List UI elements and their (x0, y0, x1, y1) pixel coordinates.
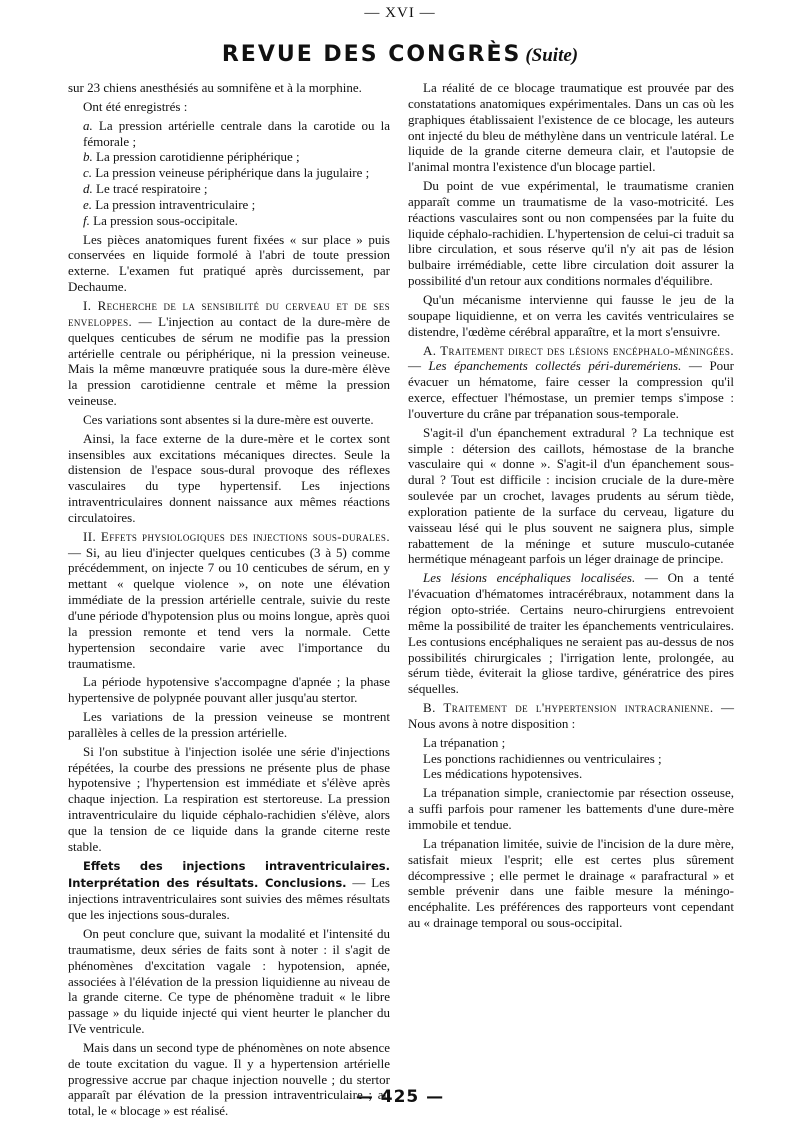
section-paragraph (68, 529, 390, 672)
section-text: — Pour évacuer un hématome, faire cesser la compression qu'il exerce, effectuer l'hémostase, un premier temps s'impose : l'ouverture du crâne par trépanation sous-temporale. (408, 358, 735, 421)
paragraph: Si l'on substitue à l'injection isolée une série d'injections répétées, la courbe des pressions ne présente plus de phase hypotensive ; l'hypertension est immédiate et s'élève après chaque injection. La respiration est stertoreuse. La pression intraventriculaire du liquide céphalo-rachidien s'élève, alors que la tension de ce liquide dans la grande citerne reste stable. (68, 743, 390, 854)
list-item: La trépanation ; (423, 734, 506, 750)
section-paragraph (68, 298, 390, 409)
list-letter: e. (83, 196, 93, 212)
list-text: La pression sous-occipitale. (93, 212, 238, 228)
paragraph: La réalité de ce blocage traumatique est prouvée par des constatations anatomiques expérimentales. Dans un cas où les graphiques établissaient l'existence de ce blocage, les auteurs ont injecté du bleu de méthylène dans un ventricule latéral. Le liquide de la grande citerne demeura clair, et l'autopsie de l'animal montra l'existence d'un blocage partiel. (408, 80, 734, 175)
list-item (68, 181, 390, 197)
list-text: La pression intraventriculaire ; (95, 196, 256, 212)
section-paragraph (408, 570, 734, 697)
paragraph: sur 23 chiens anesthésiés au somnifène et à la morphine. (68, 80, 362, 95)
paragraph: Les pièces anatomiques furent fixées « sur place » puis conservées en liquide formolé à l'abri de toute pression externe. L'examen fut pratiqué après durcissement, par Dechaume. (68, 231, 390, 295)
section-paragraph (68, 858, 390, 923)
list-item (68, 118, 390, 150)
list-text: La pression carotidienne périphérique ; (96, 149, 300, 165)
section-text: — L'injection au contact de la dure-mère de quelques centicubes de sérum ne modifie pas la pression artérielle centrale ou périphérique, ni la pression veineuse. Mais la même manœuvre pratiquée sous la dure-mère élève la pression carotidienne centrale et même la pression veineuse. (68, 313, 390, 409)
right-column (408, 80, 734, 1090)
list-item (68, 165, 390, 181)
list-item (68, 197, 390, 213)
section-text: — On a tenté l'évacuation d'hématomes intracérébraux, notamment dans la région opto-striée. Certains neuro-chirurgiens entrevoient même la possibilité de traiter les épanchements ventriculaires. Les contusions encéphaliques ne seraient pas au-dessus de nos possibilités chirurgicales ; l'irrigation lente, prolongée, au sérum tiède, éviterait la gliose tardive, génératrice des pires séquelles. (408, 570, 734, 697)
section-heading: Effets des injections intraventriculaires. Interprétation des résultats. Conclusions. (68, 858, 390, 890)
section-paragraph (408, 700, 734, 732)
roman-page-number: — XVI — (364, 5, 436, 21)
list-item (68, 149, 390, 165)
section-heading: I. Recherche de la sensibilité du cerveau et de ses enveloppes. (68, 297, 390, 329)
running-title (0, 42, 800, 67)
list-item: Les médications hypotensives. (423, 766, 583, 782)
list-item: Les ponctions rachidiennes ou ventriculaires ; (423, 750, 662, 766)
page-number: — 425 — (355, 1087, 445, 1107)
list-letter: b. (83, 149, 93, 165)
list-letter: c. (83, 165, 93, 181)
list-letter: f. (83, 212, 90, 228)
list-letter: a. (83, 117, 93, 133)
paragraph: Mais dans un second type de phénomènes on note absence de toute excitation du vague. Il y a hypertension artérielle progressive accrue par chaque injection nouvelle ; du stertor apparaît par élévation de la pression intraventriculaire ; au total, le « blocage » est réalisé. (68, 1039, 390, 1119)
list-item (68, 213, 390, 229)
journal-title-suffix: (Suite) (525, 45, 579, 66)
paragraph: Du point de vue expérimental, le traumatisme cranien apparaît comme un traumatisme de la vaso-motricité. Les réactions vasculaires sont ou non compensées par la fuite du liquide céphalo-rachidien. L'hypertension de celui-ci traduit sa libre circulation, et sous réserve qu'il n'y ait pas de lésion bulbaire irrémédiable, cette libre circulation doit assurer la possibilité d'un retour aux conditions normales d'équilibre. (408, 178, 734, 289)
paragraph: Qu'un mécanisme intervienne qui fausse le jeu de la soupape liquidienne, et on verra les cavités ventriculaires se distendre, l'œdème cérébral apparaître, et la mort s'ensuivre. (408, 291, 734, 339)
left-column (68, 80, 390, 1119)
paragraph: Ont été enregistrés : (83, 98, 188, 114)
paragraph: La trépanation limitée, suivie de l'incision de la dure mère, satisfait mieux l'esprit; elle est certes plus sûrement décompressive ; elle permet le drainage « parafractural » et semble prévenir dans une faible mesure la méningo-encéphalite. Les préférences des rapporteurs vont cependant au « drainage temporal ou sous-occipital. (408, 835, 734, 931)
section-heading: B. Traitement de l'hypertension intracranienne. (423, 700, 714, 716)
list-text: La pression veineuse périphérique dans la jugulaire ; (95, 165, 370, 181)
section-text: — Nous avons à notre disposition : (408, 700, 734, 731)
list-text: Le tracé respiratoire ; (96, 181, 208, 197)
section-subheading: Les épanchements collectés péri-duremériens. (428, 358, 682, 374)
list-letter: d. (83, 181, 93, 197)
journal-title: REVUE DES CONGRÈS (221, 42, 522, 67)
paragraph: Ainsi, la face externe de la dure-mère et le cortex sont insensibles aux excitations mécaniques directes. Seule la distension de l'espace sous-dural provoque des réflexes vasculaires du type hypertensif. Les injections intraventriculaires donnent naissance aux mêmes réactions circulatoires. (68, 430, 390, 525)
section-text: — Si, au lieu d'injecter quelques centicubes (3 à 5) comme précédemment, on injecte 7 ou 10 centicubes de sérum, en y mettant « quelque violence », on note une élévation immédiate de la pression artérielle centrale, suivie du reste d'une période d'hypotension plus ou moins longue, après quoi la pression remonte et tend vers la normale. Cette hypertension secondaire varie avec l'importance du traumatisme. (68, 544, 390, 671)
section-heading: A. Traitement direct des lésions encéphalo-méningées. (423, 342, 734, 358)
section-paragraph: A. Traitement direct des lésions encéphalo-méningées. — Les épanchements collectés péri-duremériens. — Pour évacuer un hématome, faire cesser la compression qu'il exerce, effectuer l'hémostase, un premier temps s'impose : l'ouverture du crâne par trépanation sous-temporale. (408, 342, 735, 421)
paragraph: S'agit-il d'un épanchement extradural ? La technique est simple : détersion des caillots, hémostase de la branche vasculaire qui « donne ». S'agit-il d'un épanchement sous-dural ? Tout est difficile : incision cruciale de la dure-mère soulevée par un crochet, lavages prudents au sérum tiède, exploration patiente de la surface du cerveau, ligature du vaisseau lésé qui le plus souvent ne saignera plus, simple rabattement de la méninge et suture musculo-cutanée hermétique ménageant parfois un léger drainage de principe. (408, 424, 734, 567)
paragraph: La période hypotensive s'accompagne d'apnée ; la phase hypertensive de polypnée pouvant aller jusqu'au stertor. (68, 674, 390, 706)
list-text: La pression artérielle centrale dans la carotide ou la fémorale ; (83, 117, 390, 149)
section-text: — Les injections intraventriculaires sont suivies des mêmes résultats que les injections sous-durales. (68, 874, 390, 923)
page-header (0, 0, 800, 76)
paragraph: La trépanation simple, craniectomie par résection osseuse, a suffi parfois pour ramener les battements d'une dure-mère immobile et tendue. (408, 785, 734, 832)
paragraph: Ces variations sont absentes si la dure-mère est ouverte. (83, 411, 374, 427)
section-heading: II. Effets physiologiques des injections sous-durales. (83, 528, 390, 544)
section-subheading: Les lésions encéphaliques localisées. (423, 570, 636, 586)
paragraph: On peut conclure que, suivant la modalité et l'intensité du traumatisme, deux séries de faits sont à noter : il s'agit de phénomènes d'excitation vagale : hypotension, apnée, associées à l'élévation de la pression liquidienne au niveau de la grande citerne. Ce type de phénomène traduit « le libre passage » du liquide injecté qui vient heurter le plancher du IVe ventricule. (68, 926, 390, 1037)
paragraph: Les variations de la pression veineuse se montrent parallèles à celles de la pression artérielle. (68, 709, 390, 740)
